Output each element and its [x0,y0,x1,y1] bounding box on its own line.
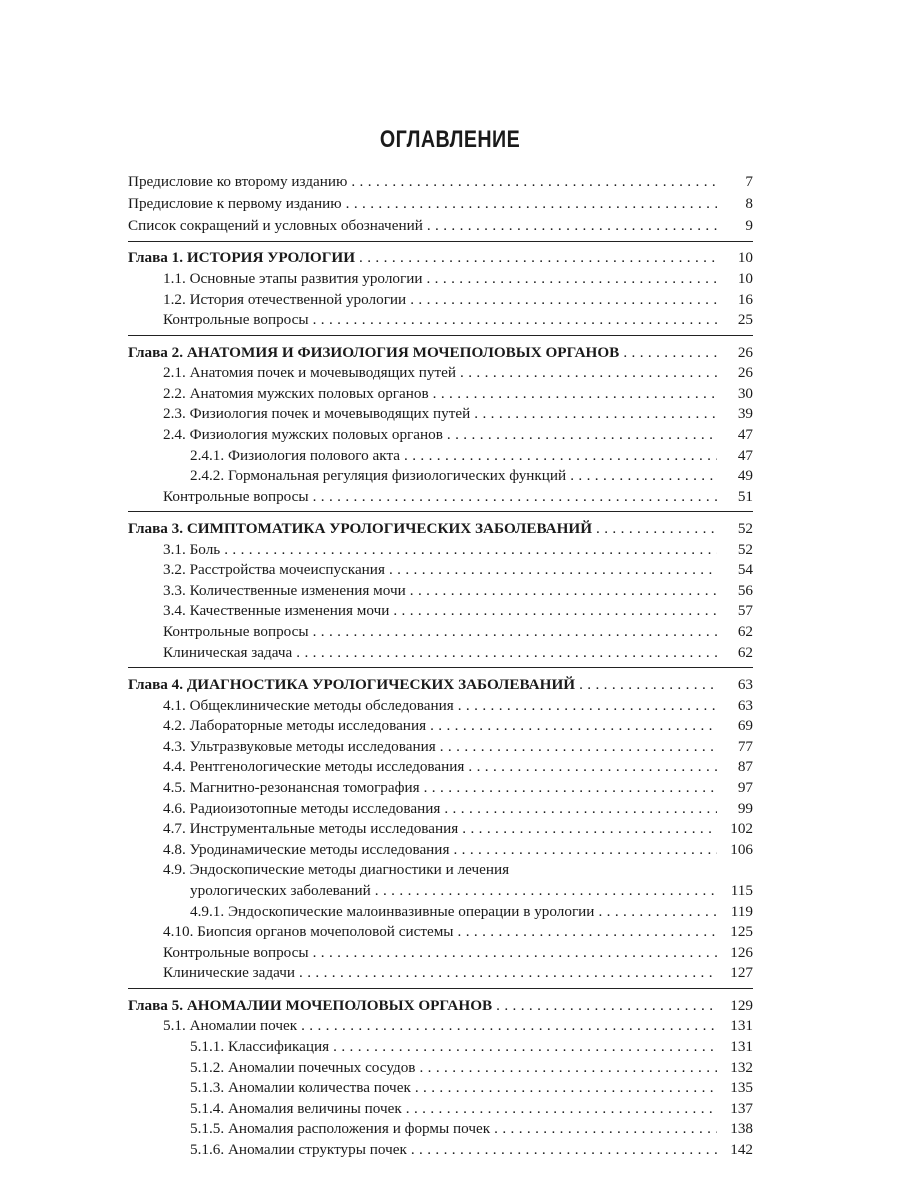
toc-section-entry[interactable] [128,1016,753,1037]
toc-section-entry[interactable] [128,643,753,664]
entry-title: 5.1.5. Аномалия расположения и формы почек [190,1120,491,1138]
toc-section-entry[interactable] [128,384,753,405]
toc-section-entry[interactable] [128,269,753,290]
page-number: 30 [737,384,753,402]
entry-title: АНОМАЛИИ МОЧЕПОЛОВЫХ ОРГАНОВ [186,996,493,1014]
toc-section-entry[interactable] [128,943,753,964]
toc-section-entry[interactable] [128,622,753,643]
page-number: 69 [737,717,753,735]
page-title: ОГЛАВЛЕНИЕ [379,126,521,153]
chapter-prefix: Глава 2. [128,343,184,361]
toc-section-entry[interactable] [128,840,753,861]
page-number: 132 [730,1058,753,1076]
entry-title: урологических заболеваний [190,881,371,899]
entry-title: Контрольные вопросы [163,943,309,961]
page-number: 126 [730,943,753,961]
entry-title: 4.8. Уродинамические методы исследования [163,840,450,858]
toc-section-entry[interactable] [128,404,753,425]
page-number: 39 [737,405,753,423]
page-number: 25 [737,311,753,329]
page-number: 16 [737,290,753,308]
chapter-prefix: Глава 3. [128,520,184,538]
toc-section-entry[interactable] [128,819,753,840]
entry-title: 4.4. Рентгенологические методы исследования [163,758,465,776]
entry-title: 3.2. Расстройства мочеиспускания [163,561,385,579]
toc-chapter-entry[interactable] [128,996,753,1017]
page-number: 8 [745,194,753,212]
entry-title: ДИАГНОСТИКА УРОЛОГИЧЕСКИХ ЗАБОЛЕВАНИЙ [186,676,576,694]
entry-title: 5.1.3. Аномалии количества почек [190,1079,411,1097]
toc-section-entry[interactable] [128,799,753,820]
toc-subsection-entry[interactable] [128,466,753,487]
chapter-prefix: Глава 1. [128,249,184,267]
page-number: 137 [730,1099,753,1117]
page-number: 56 [737,581,753,599]
toc-section-entry[interactable] [128,860,753,881]
toc-chapter-entry[interactable] [128,675,753,696]
page-number: 57 [737,602,753,620]
toc-section-entry[interactable] [128,363,753,384]
toc-chapter-entry[interactable] [128,248,753,269]
page-number: 62 [737,623,753,641]
toc-front-entry[interactable] [128,172,753,193]
toc-front-entry[interactable] [128,216,753,237]
toc-section-entry[interactable] [128,487,753,508]
entry-title: 4.10. Биопсия органов мочеполовой системы [163,923,454,941]
entry-title: 5.1. Аномалии почек [163,1017,298,1035]
entry-title: 2.2. Анатомия мужских половых органов [163,384,429,402]
entry-title: 2.4.1. Физиология полового акта [190,446,401,464]
page-number: 26 [737,343,753,361]
chapter-divider [128,241,753,242]
entry-title: 2.1. Анатомия почек и мочевыводящих путей [163,364,457,382]
toc-subsection-entry[interactable] [128,1058,753,1079]
page-number: 97 [737,779,753,796]
toc-subsection-entry[interactable] [128,1037,753,1058]
entry-title: 4.3. Ультразвуковые методы исследования [163,737,436,755]
entry-title: 1.2. История отечественной урологии [163,290,407,308]
toc-section-entry[interactable] [128,290,753,311]
page-number: 10 [737,269,753,287]
page-number: 102 [730,820,753,838]
entry-title: 3.3. Количественные изменения мочи [163,581,406,599]
page-number: 106 [730,840,753,858]
page-number: 47 [737,446,753,464]
toc-section-entry[interactable] [128,963,753,984]
page-number: 49 [737,467,753,485]
toc-subsection-entry[interactable] [128,1140,753,1161]
entry-title: 4.5. Магнитно-резонансная томография [163,779,420,796]
toc-section-entry[interactable] [128,922,753,943]
entry-title: 2.4. Физиология мужских половых органов [163,425,443,443]
entry-title: 4.6. Радиоизотопные методы исследования [163,799,441,817]
page-number: 9 [745,216,753,234]
entry-title: ИСТОРИЯ УРОЛОГИИ [186,249,356,267]
toc-section-entry[interactable] [128,540,753,561]
page-number: 138 [730,1120,753,1138]
toc-chapter-entry[interactable] [128,519,753,540]
entry-title: Контрольные вопросы [163,623,309,641]
chapter-divider [128,667,753,668]
entry-title: 2.3. Физиология почек и мочевыводящих путей [163,405,471,423]
entry-title: 4.2. Лабораторные методы исследования [163,717,427,735]
entry-title: Клинические задачи [163,964,296,982]
page-number: 63 [737,696,753,714]
entry-title: 4.7. Инструментальные методы исследования [163,820,459,838]
toc-subsection-entry[interactable] [128,1099,753,1120]
toc-section-entry[interactable] [128,757,753,778]
page-number: 26 [737,364,753,382]
entry-title: Контрольные вопросы [163,487,309,505]
page-number: 131 [730,1017,753,1035]
entry-title: Предисловие ко второму изданию [128,173,348,190]
page-number: 115 [730,881,753,899]
table-of-contents [128,172,753,1160]
entry-title: СИМПТОМАТИКА УРОЛОГИЧЕСКИХ ЗАБОЛЕВАНИЙ [186,520,593,538]
entry-title: 4.1. Общеклинические методы обследования [163,696,454,714]
toc-chapter-entry[interactable] [128,343,753,364]
toc-section-entry[interactable] [128,737,753,758]
entry-title: 5.1.4. Аномалия величины почек [190,1099,402,1117]
page-number: 47 [737,425,753,443]
entry-title: 5.1.6. Аномалии структуры почек [190,1140,407,1158]
toc-front-entry[interactable] [128,194,753,215]
entry-title: 5.1.2. Аномалии почечных сосудов [190,1058,416,1076]
toc-subsection-entry[interactable] [128,1078,753,1099]
page-number: 99 [737,799,753,817]
page-number: 131 [730,1037,753,1055]
entry-title: АНАТОМИЯ И ФИЗИОЛОГИЯ МОЧЕПОЛОВЫХ ОРГАНОВ [186,343,620,361]
page-number: 87 [737,758,753,776]
entry-title: Клиническая задача [163,643,293,661]
toc-section-entry[interactable] [128,601,753,622]
entry-title: 2.4.2. Гормональная регуляция физиологических функций [190,467,567,485]
chapter-prefix: Глава 4. [128,676,184,694]
page-number: 127 [730,964,753,982]
page-number: 63 [737,676,753,694]
page-number: 119 [730,902,753,920]
page-number: 142 [730,1140,753,1158]
toc-subsection-entry[interactable] [128,881,753,902]
toc-section-entry[interactable] [128,696,753,717]
page-number: 62 [737,643,753,661]
toc-section-entry[interactable] [128,581,753,602]
entry-title: 3.1. Боль [163,540,221,558]
toc-section-entry[interactable] [128,716,753,737]
entry-title: 4.9. Эндоскопические методы диагностики и лечения [163,861,510,879]
page-number: 51 [737,487,753,505]
entry-title: Список сокращений и условных обозначений [128,216,423,234]
chapter-divider [128,511,753,512]
page-number: 52 [737,540,753,558]
page-number: 77 [737,737,753,755]
toc-section-entry[interactable] [128,425,753,446]
page-number: 135 [730,1079,753,1097]
page-number: 125 [730,923,753,941]
entry-title: 4.9.1. Эндоскопические малоинвазивные операции в урологии [190,902,595,920]
entry-title: Контрольные вопросы [163,311,309,329]
page-number: 129 [730,996,753,1014]
toc-subsection-entry[interactable] [128,902,753,923]
toc-subsection-entry[interactable] [128,446,753,467]
page-number: 52 [737,520,753,538]
toc-section-entry[interactable] [128,778,753,799]
entry-title: 5.1.1. Классификация [190,1037,330,1055]
toc-section-entry[interactable] [128,560,753,581]
entry-title: Предисловие к первому изданию [128,194,342,212]
entry-title: 3.4. Качественные изменения мочи [163,602,390,620]
chapter-divider [128,988,753,989]
page-number: 10 [737,249,753,267]
chapter-prefix: Глава 5. [128,996,184,1014]
chapter-divider [128,335,753,336]
toc-section-entry[interactable] [128,310,753,331]
page-number: 54 [737,561,753,579]
entry-title: 1.1. Основные этапы развития урологии [163,269,423,287]
toc-subsection-entry[interactable] [128,1119,753,1140]
page-number: 7 [745,173,753,190]
